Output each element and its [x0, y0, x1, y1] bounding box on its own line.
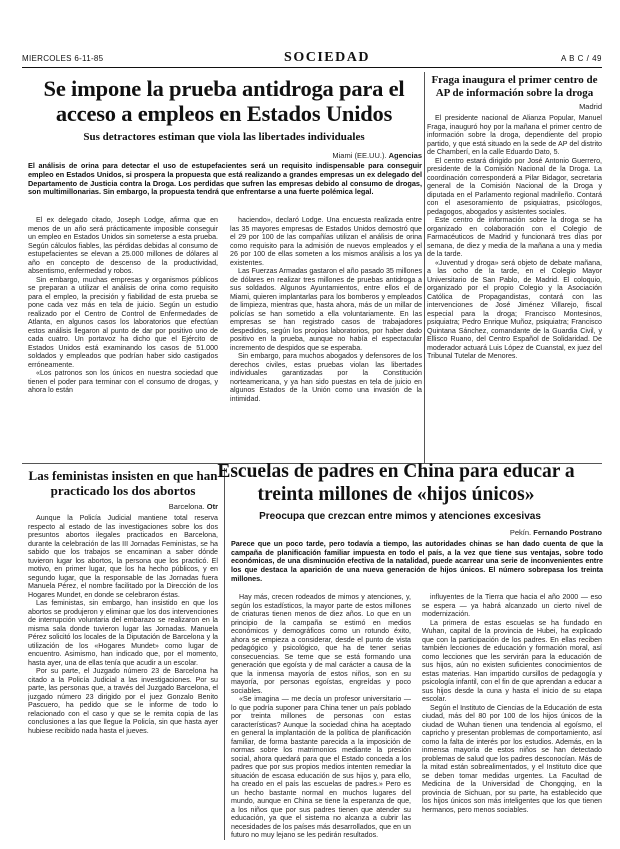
side-body [427, 114, 602, 444]
paragraph: «Juventud y droga» será objeto de debate mañana, a las ocho de la tarde, en el Colegio Mayor Universitario de San Pablo, de Madrid. El coloquio, organizado por el propio Colegio y la Asociación Católica de Propagandistas, contará con las intervenciones de José Jiménez Villarejo, fiscal especial para la droga; Francisco Montesinos, psiquiatra; Pedro Enrique Muñoz, psiquiatra; Francisco Quintana Sánchez, comandante de la Guardia Civil, y Ellisco Ruano, del Centro Español de Solidaridad. De moderador actuará Luis López de Cuanstal, ex juez del Tribunal Tutelar de Menores. [427, 258, 602, 361]
column-divider [424, 72, 425, 464]
paragraph: haciendo», declaró Lodge. Una encuesta realizada entre las 35 mayores empresas de Estados Unidos demostró que el 29 por 100 de las compañías utilizan el análisis de orina como requisito para la admisión de nuevos empleados y el 26 por 100 de ellas someten a los mismos análisis a los ya existentes. [230, 216, 422, 267]
feminists-byline-agency: Otr [206, 502, 218, 511]
paragraph: El centro estará dirigido por José Antonio Guerrero, presidente de la Comisión Nacional de la Droga. La coordinación corresponderá a Pilar Bidagor, secretaria general de la Comisión Nacional de la Droga y diputada en el Parlamento regional madrileño. Contará con el asesoramiento de psiquiatras, psicólogos, pedagogos, abogados y asistentes sociales. [427, 156, 602, 216]
main-column-1 [28, 216, 218, 456]
side-story [427, 74, 602, 466]
paragraph: El presidente nacional de Alianza Popular, Manuel Fraga, inauguró hoy por la mañana el primer centro de información sobre la droga, dependiente del propio partido, y que está situado en la sede de AP del distrito de Chamberí, en la calle Eduardo Dato, 5. [427, 114, 602, 157]
section-title: SOCIEDAD [284, 50, 370, 65]
china-byline [430, 528, 602, 537]
side-byline: Madrid [579, 102, 602, 112]
main-byline-agency: Agencias [388, 151, 422, 160]
page-header [22, 50, 602, 68]
paragraph: «Los patronos son los únicos en nuestra sociedad que tienen el poder para terminar con el consumo de drogas, y ahora lo están [28, 369, 218, 394]
paragraph: El ex delegado citado, Joseph Lodge, afirma que en menos de un año será prácticamente imposible conseguir un empleo en Estados Unidos sin someterse a esta prueba. Según cálculos fiables, las pérdidas debidas al consumo de estupefacientes se elevan a 25.000 millones de dólares al año en concepto de descenso de la productividad, absentismo, enfermedad y robos. [28, 216, 218, 275]
paragraph: Este centro de información sobre la droga se ha organizado en colaboración con el Colegio de Farmacéuticos de Madrid y funcionará tres días por semana, de diez y media de la mañana a una y media de la tarde. [427, 216, 602, 259]
paragraph: Por su parte, el Juzgado número 23 de Barcelona ha citado a la Policía Judicial a las investigaciones. Por su parte, las personas que, a través del Juzgado Barcelona, el juzgado número 23 dirigido por el juez Gonzalo Benito Pascuero, ha pedido que se le informe de todo lo relacionado con el caso y que se le remita copia de las conclusiones a las que llegue la Policía, sin que hasta ayer hubiese recibido nada hasta el jueves. [28, 667, 218, 735]
paragraph: influyentes de la Tierra que hacia el año 2000 — eso se espera — ya habrá alcanzado un cierto nivel de modernización. [422, 593, 602, 618]
china-byline-place: Pekín. [509, 528, 534, 537]
paragraph: Según el Instituto de Ciencias de la Educación de esta ciudad, más del 80 por 100 de los hijos únicos de la ciudad de Wuhan tienen una tendencia al egoísmo, el capricho y presentan problemas de comportamiento, así como la falta de interés por los estudios. Además, en la inmensa mayoría de estos niños se han detectado problemas de salud que los padres desconocían. Más de la mitad están sobrealimentados, y el Instituto dice que se deben tomar medidas urgentes. La Facultad de Medicina de la Universidad de Chongqing, en la provincia de Sichuan, por su parte, ha establecido que los hijos únicos son más inteligentes que los que tienen hermanos, pero menos sociables. [422, 703, 602, 814]
china-byline-author: Fernando Postrano [533, 528, 602, 537]
header-rule [22, 67, 602, 68]
side-headline: Fraga inaugura el primer centro de AP de información sobre la droga [431, 74, 598, 99]
page-number: A B C / 49 [560, 54, 602, 63]
china-column-2 [422, 593, 602, 841]
china-lede: Parece que un poco tarde, pero todavía a tiempo, las autoridades chinas se han dado cuenta de que la campaña de planificación familiar impuesta en todo el país, a la vez que tiene sus ventajas, sobre todo económicas, de una disminución efectiva de la natalidad, puede acarrear una serie de inconvenientes entre los que destaca la aparición de una nueva generación de hijos únicos. El número sobrepasa los treinta millones. [231, 539, 603, 583]
paragraph: Las feministas, sin embargo, han insistido en que los abortos se produjeron y eliminar que los dos intervenciones de interrupción voluntaria del embarazo se realizaron en la misma sala donde tuvieron lugar las Jornadas. Manuela Pérez solicitó los locales de la Diputación de Barcelona y la utilización de los «Hogares Mundet» como lugar de encuentro. Asimismo, han indicado que, por el momento, hasta ayer, una de ellas tenía que acudir a un escolar. [28, 599, 218, 667]
paragraph: La primera de estas escuelas se ha fundado en Wuhan, capital de la provincia de Hubei, ha explicado que con la participación de los padres. En ellas reciben también lecciones de educación y formación moral, así como lecciones que les servirán para la educación de sus hijos, aún no existen suficientes conocimientos de estas materias. Han impartido cursillos de pedagogía y psicología infantil, con el fin de que aprendan a educar a sus hijos desde la cuna y hasta el inicio de su etapa escolar. [422, 618, 602, 703]
main-column-2 [230, 216, 422, 456]
page-date: MIERCOLES 6-11-85 [22, 54, 104, 63]
paragraph: Sin embargo, para muchos abogados y defensores de los derechos civiles, estas pruebas violan las libertades individuales garantizadas por la Constitución norteamericana, y ya han sido puestas en tela de juicio en algunos Estados de la Unión como una invasión de la intimidad. [230, 352, 422, 403]
china-subhead: Preocupa que crezcan entre mimos y atenciones excesivas [259, 511, 541, 522]
feminists-headline: Las feministas insisten en que han practicado los dos abortos [28, 468, 218, 498]
main-byline-place: Miami (EE.UU.). [332, 151, 389, 160]
main-byline [240, 151, 422, 160]
paragraph: Hay más, crecen rodeados de mimos y atenciones, y, según los estadísticos, la mayor parte de estos millones de criaturas tienen menos de diez años. Lo que en un principio de la campaña se estimó en medios económicos y demográficos como un rotundo éxito, ahora se empieza a considerar, desde el punto de vista pedagógico y psicológico, que ha de tener serias consecuencias. Se teme que se está formando una generación que egoísta y de mal carácter a causa de la que la inmensa mayoría de estos niños, son en su mayoría, por personas egoístas, engreídas y poco sociables. [231, 593, 411, 695]
china-headline: Escuelas de padres en China para educar a treinta millones de «hijos únicos» [217, 461, 575, 506]
paragraph: Aunque la Policía Judicial mantiene total reserva respecto al estado de las investigaciones sobre los dos presuntos abortos ilegales practicados en Barcelona, durante la celebración de las III Jornadas Feministas, se ha sabido que los trabajos se encaminan a saber dónde tuvieron lugar los abortos, la persona que los practicó. El motivo, en primer lugar, que los ha hecho públicos, y en segundo lugar, que la responsable de las Jornadas fuera Manuela Pérez, el nombre facilitado por la Dirección de los Hogares Mundet, en donde se celebraron éstas. [28, 514, 218, 599]
column-divider [224, 468, 225, 840]
main-subhead: Sus detractores estiman que viola las libertades individuales [83, 131, 365, 143]
paragraph: «Se imagina — me decía un profesor universitario — lo que podría suponer para China tener un país poblado por treinta millones de personas con estas características? Aunque la sociedad china ha aceptado en general la implantación de la política de planificación familiar, de forma bastante parecida a la imposición de normas sobre los matrimonios mediante la presión social, ahora quedará para que el Estado conceda a los padres que por sus propios medios intenten remediar la situación de escasa educación de sus hijos y, para ello, ha creado en el país las escuelas de padres.» Pero es un hecho bastante normal en muchos lugares del mundo, aunque en China se tiene la esperanza de que, a los niños que por sus padres tienen que atender su educación, ya que el sistema no alcanza a cubrir las necesidades de los países más desarrollados, que en un futuro no muy lejano se les pedirán resultados. [231, 695, 411, 839]
china-column-1 [231, 593, 411, 841]
main-headline: Se impone la prueba antidroga para el acceso a empleos en Estados Unidos [43, 76, 405, 127]
feminists-body [28, 514, 218, 840]
paragraph: Las Fuerzas Armadas gastaron el año pasado 35 millones de dólares en realizar tres millones de pruebas antidroga a sus soldados. Algunos Ayuntamientos, entre ellos el de Miami, quieren implantarlas para los bomberos y empleados de limpieza, mientras que, hasta ahora, más de un millar de policías se han sometido a ella voluntariamente. En las empresas se han registrado casos de trabajadores despedidos, según los propios laboratorios, por haber dado positivo en la prueba, aunque no había el espectacular incremento de despidos que se esperaba. [230, 267, 422, 352]
main-lede: El análisis de orina para detectar el uso de estupefacientes será un requisito indispensable para conseguir empleo en Estados Unidos, si prospera la propuesta que está realizando a grandes empresas un ex delegado del Departamento de Justicia contra la Droga. Los perdidas que sufren las empresas debido al consumo de drogas, son multimillonarias. Sin embargo, la propuesta tendrá que enfrentarse a una fuerte polémica legal. [28, 161, 422, 197]
paragraph: Sin embargo, muchas empresas y organismos públicos se preparan a utilizar el análisis de orina como requisito para el empleo, la precisión y fiabilidad de esta prueba se pone cada vez más en tela de juicio. Según un estudio realizado por el Centro de Control de Enfermedades de Atlanta, en algunos casos los laboratorios que efectúan estos análisis llegaron al punto de dar por positivo uno de cada cuatro. Un portavoz ha dicho que el Ejército de Estados Unidos está examinando los casos de 51.000 soldados y empleados que podrían haber sido castigados erróneamente. [28, 275, 218, 369]
feminists-byline-place: Barcelona. [168, 502, 207, 511]
